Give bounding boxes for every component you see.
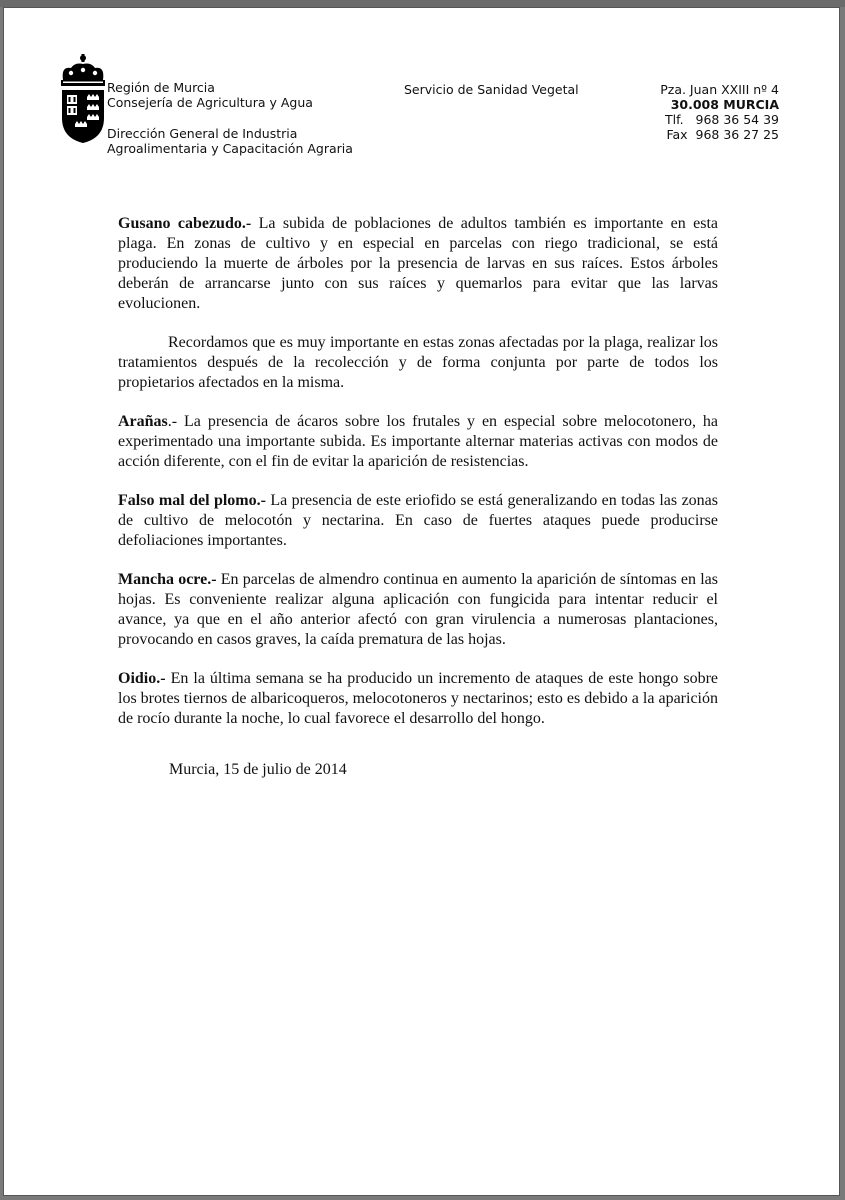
paragraph-mancha-ocre [118,570,718,650]
document-body [118,214,718,748]
address-line-2: 30.008 MURCIA [670,97,779,112]
consejeria-name: Consejería de Agricultura y Agua [107,95,313,110]
paragraph-title: Gusano cabezudo.- [118,215,252,232]
phone-number: Tlf. 968 36 54 39 [665,112,779,127]
paragraph-text: Recordamos que es muy importante en estas zonas afectadas por la plaga, realizar los tratamientos después de la recolección y de forma conjunta por parte de todos los propietarios afectados en la misma. [118,334,718,391]
paragraph-title: Arañas [118,413,168,430]
document-date: Murcia, 15 de julio de 2014 [169,761,347,778]
service-name: Servicio de Sanidad Vegetal [404,82,579,97]
paragraph-title: Mancha ocre.- [118,571,217,588]
header-institution [107,80,353,156]
address-line-1: Pza. Juan XXIII nº 4 [660,82,779,97]
paragraph-oidio [118,669,718,729]
paragraph-text: La presencia de este eriofido se está generalizando en todas las zonas de cultivo de melocotón y nectarina. En caso de fuertes ataques puede producirse defoliaciones importantes. [118,492,718,549]
paragraph-title: Oidio.- [118,670,166,687]
paragraph-recordamos [118,333,718,393]
region-name: Región de Murcia [107,80,215,95]
paragraph-text: En parcelas de almendro continua en aumento la aparición de síntomas en las hojas. Es conveniente realizar alguna aplicación con fungicida para intentar reducir el avance, ya que en el año anterior afectó con gran virulencia a numerosas plantaciones, provocando en casos graves, la caída prematura de las hojas. [118,571,719,648]
direccion-line-1: Dirección General de Industria [107,126,298,141]
paragraph-aranas [118,412,718,472]
paragraph-gusano [118,214,718,314]
paragraph-text: En la última semana se ha producido un incremento de ataques de este hongo sobre los brotes tiernos de albaricoqueros, melocotoneros y nectarinos; esto es debido a la aparición de rocío durante la noche, lo cual favorece el desarrollo del hongo. [118,670,718,727]
region-murcia-crest-icon [57,52,109,144]
paragraph-text: .- La presencia de ácaros sobre los frutales y en especial sobre melocotonero, ha experimentado una importante subida. Es importante alternar materias activas con modos de acción diferente, con el fin de evitar la aparición de resistencias. [118,413,718,470]
window-top-strip [0,0,845,7]
paragraph-text: La subida de poblaciones de adultos también es importante en esta plaga. En zonas de cultivo y en especial en parcelas con riego tradicional, se está produciendo la muerte de árboles por la presencia de larvas en sus raíces. Estos árboles deberán de arrancarse junto con sus raíces y quemarlos para evitar que las larvas evolucionen. [118,215,719,312]
fax-number: Fax 968 36 27 25 [666,127,779,142]
header-contact [600,82,779,142]
paragraph-falso-mal [118,491,718,551]
direccion-line-2: Agroalimentaria y Capacitación Agraria [107,141,353,156]
header-service [404,82,579,97]
paragraph-title: Falso mal del plomo.- [118,492,266,509]
